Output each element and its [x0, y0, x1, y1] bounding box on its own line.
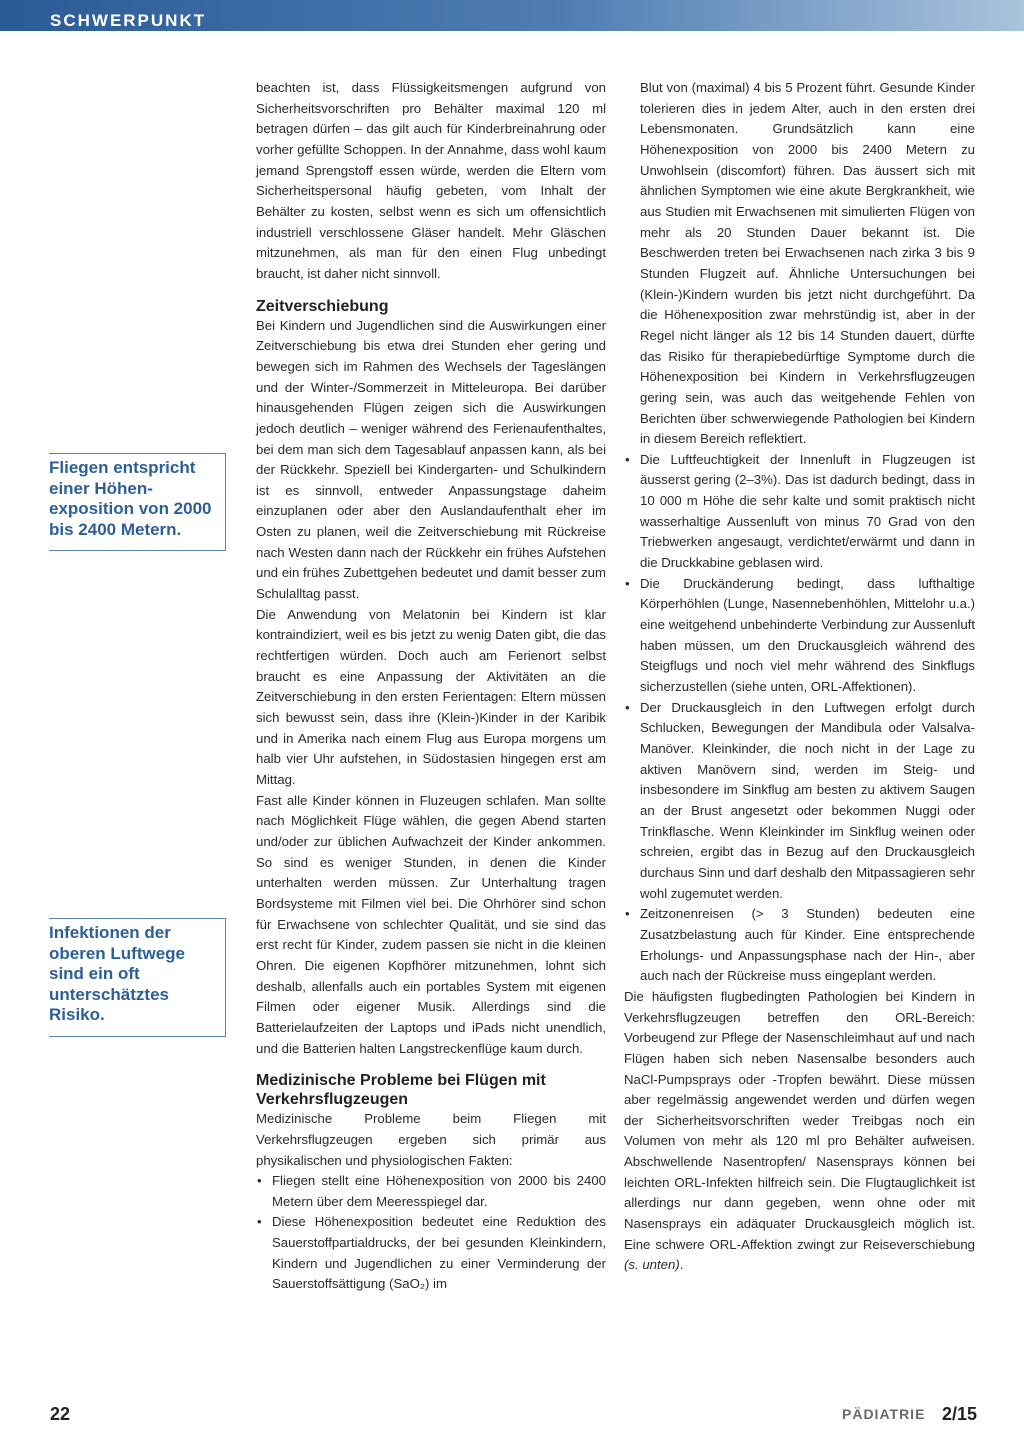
list-item: • Fliegen stellt eine Höhenexposition von 2000 bis 2400 Metern über dem Meeresspiegel dar. [256, 1171, 606, 1212]
column-left [256, 78, 606, 1295]
list-item: • Die Luftfeuchtigkeit der Innenluft in Flugzeugen ist äusserst gering (2–3%). Das ist dadurch bedingt, dass in 10 000 m Höhe die sehr kalte und somit praktisch nicht wasserhaltige Aussenluft von minus 70 Grad von den Triebwerken angesaugt, verdichtet/erwärmt und dann in die Druckkabine geblasen wird. [624, 450, 975, 574]
pullquote-infections [49, 918, 226, 1037]
section-title: SCHWERPUNKT [50, 11, 207, 30]
paragraph-end: . [679, 1257, 684, 1273]
column-right [624, 78, 975, 1276]
page-number: 22 [50, 1404, 71, 1424]
cross-reference: (s. unten) [624, 1257, 680, 1273]
paragraph: Medizinische Probleme beim Fliegen mit Verkehrsflugzeugen ergeben sich primär aus physikalischen und physiologischen Fakten: [256, 1111, 606, 1168]
paragraph-text: Die häufigsten flugbedingten Pathologien bei Kindern in Verkehrsflugzeugen betreffen den ORL-Bereich: Vorbeugend zur Pflege der Nasenschleimhaut auf und nach Flügen haben sich neben Nasensalbe besonders auch NaCl-Pumpsprays oder -Tropfen bewährt. Diese müssen aber regelmässig angewendet werden und dürfen wegen der Sicherheitsvorschriften weder Treibgas noch ein Volumen von mehr als 120 ml pro Behälter aufweisen. Abschwellende Nasentropfen/ Nasensprays können bei leichten ORL-Infekten hilfreich sein. Die Flugtauglichkeit ist allerdings nur dann gegeben, wenn ohne oder mit Nasensprays ein adäquater Druckausgleich möglich ist. Eine schwere ORL-Affektion zwingt zur Reiseverschiebung [624, 988, 975, 1252]
list-item: • Diese Höhenexposition bedeutet eine Reduktion des Sauerstoffpartialdrucks, der bei gesunden Kleinkindern, Kindern und Jugendlichen zu einer Verminderung der Sauerstoffsättigung (SaO₂) im [256, 1212, 606, 1295]
paragraph [624, 987, 975, 1276]
pullquote-text: Fliegen entspricht einer Höhenexposition von 2000 bis 2400 Metern. [49, 458, 212, 539]
issue-number: 2/15 [942, 1404, 978, 1424]
paragraph: Bei Kindern und Jugendlichen sind die Auswirkungen einer Zeitverschiebung bis etwa drei Stunden eher gering und bewegen sich im Rahmen des Wechsels der Tageslängen und der Winter-/Sommerzeit in Mitteleuropa. Bei darüber hinausgehenden Flügen zeigen sich die Auswirkungen jedoch deutlich – weniger während des Ferienaufenthaltes, bei dem man sich dem Tagesablauf anpassen kann, als bei der Rückkehr. Speziell bei Kindergarten- und Schulkindern ist es sinnvoll, entweder Anpassungstage daheim einzuplanen oder aber den Auslandaufenthalt eher im Osten zu planen, weil die Zeitverschiebung mit Rückreise nach Westen dann nach der Rückkehr ein frühes Aufstehen und ein frühes Zubettgehen bedeutet und damit besser zum Schulalltag passt. [256, 317, 606, 602]
paragraph: Die Anwendung von Melatonin bei Kindern ist klar kontraindiziert, weil es bis jetzt zu wenig Daten gibt, die das rechtfertigen würden. Doch auch am Ferienort selbst braucht es eine Anpassung der Aktivitäten an die Zeitverschiebung in den ersten Ferientagen: Eltern müssen sich bewusst sein, dass ihre (Klein-)Kinder in der Karibik und in Amerika nach einem Flug aus Europa morgens um halb vier Uhr aufstehen, in Südostasien hingegen erst am Mittag. [256, 606, 606, 787]
section-banner [0, 0, 1024, 31]
list-item: • Der Druckausgleich in den Luftwegen erfolgt durch Schlucken, Bewegungen der Mandibula oder Valsalva-Manöver. Kleinkinder, die noch nicht in der Lage zu aktiven Manövern sind, werden im Steig- und insbesondere im Sinkflug am besten zu aktivem Saugen an der Brust angesetzt oder bekommen Nuggi oder Trinkflasche. Wenn Kleinkinder im Sinkflug weinen oder schreien, ergibt das in Bezug auf den Druckausgleich durchaus Sinn und darf deshalb den Mitpassagieren sehr wohl zugemutet werden. [624, 698, 975, 905]
heading-medizinische-probleme: Medizinische Probleme bei Flügen mit Verkehrsflugzeugen [256, 1072, 546, 1109]
bullet-list [624, 450, 975, 987]
heading-zeitverschiebung: Zeitverschiebung [256, 297, 389, 315]
list-item: • Die Druckänderung bedingt, dass lufthaltige Körperhöhlen (Lunge, Nasennebenhöhlen, Mittelohr u.a.) eine weitgehend unbehinderte Verbindung zur Aussenluft haben müssen, um den Druckausgleich während des Steigflugs und noch viel mehr während des Sinkflugs sicherzustellen (siehe unten, ORL-Affektionen). [624, 574, 975, 698]
journal-logo: PÄDIATRIE [842, 1406, 926, 1422]
paragraph: beachten ist, dass Flüssigkeitsmengen aufgrund von Sicherheitsvorschriften pro Behälter maximal 120 ml betragen dürfen – das gilt auch für Kinderbreinahrung oder vorher gefüllte Schoppen. In der Annahme, dass wohl kaum jemand Sprengstoff essen würde, werden die Eltern vom Sicherheitspersonal häufig gebeten, vom Inhalt der Behälter zu kosten, selbst wenn es sich um offensichtlich industriell verschlossene Gläser handelt. Mehr Gläschen mitzunehmen, als man für den einen Flug unbedingt braucht, ist daher nicht sinnvoll. [256, 80, 606, 281]
bullet-list [256, 1171, 606, 1295]
list-item: • Zeitzonenreisen (> 3 Stunden) bedeuten eine Zusatzbelastung auch für Kinder. Eine entsprechende Erholungs- und Anpassungsphase nach der Hin-, aber auch nach der Rückreise muss eingeplant werden. [624, 904, 975, 987]
paragraph: Fast alle Kinder können in Fluzeugen schlafen. Man sollte nach Möglichkeit Flüge wählen, die gegen Abend starten und/oder zur üblichen Aufwachzeit der Kinder ankommen. So sind es weniger Stunden, in denen die Kinder unterhalten werden müssen. Zur Unterhaltung tragen Bordsysteme mit Filmen viel bei. Die Ohrhörer sind schon für Erwachsene von schlechter Qualität, und sie sind das erst recht für Kinder, zudem passen sie nicht in die kleinen Ohren. Die eigenen Kopfhörer mitzunehmen, lohnt sich deshalb, allenfalls auch ein portables System mit eigenen Filmen oder eigener Musik. Allerdings sind die Batterielaufzeiten der Laptops und iPads nicht unendlich, und die Batterien halten Langstreckenflüge kaum durch. [256, 792, 606, 1056]
list-item-continued: Blut von (maximal) 4 bis 5 Prozent führt. Gesunde Kinder tolerieren dies in jedem Alter, auch in den ersten drei Lebensmonaten. Grundsätzlich kann eine Höhenexposition von 2000 bis 2400 Metern zu Unwohlsein (discomfort) führen. Das äussert sich mit ähnlichen Symptomen wie eine akute Bergkrankheit, wie aus Studien mit Erwachsenen mit simulierten Flügen von mehr als 20 Stunden Dauer bekannt ist. Die Beschwerden treten bei Erwachsenen nach zirka 3 bis 9 Stunden Flugzeit auf. Ähnliche Untersuchungen bei (Klein-)Kindern wurden bis jetzt nicht durchgeführt. Da die Höhenexposition zwar mehrstündig ist, aber in der Regel nicht länger als 12 bis 14 Stunden dauert, dürfte das Risiko für therapiebedürftige Symptome durch die Höhenexposition bei Kindern in Verkehrsflugzeugen gering sein, was auch das weitgehende Fehlen von Berichten über schwerwiegende Pathologien bei Kindern in diesem Bereich reflektiert. [640, 80, 975, 447]
pullquote-text: Infektionen der oberen Luftwege sind ein oft unterschätztes Risiko. [49, 923, 186, 1025]
pullquote-altitude [49, 453, 226, 551]
